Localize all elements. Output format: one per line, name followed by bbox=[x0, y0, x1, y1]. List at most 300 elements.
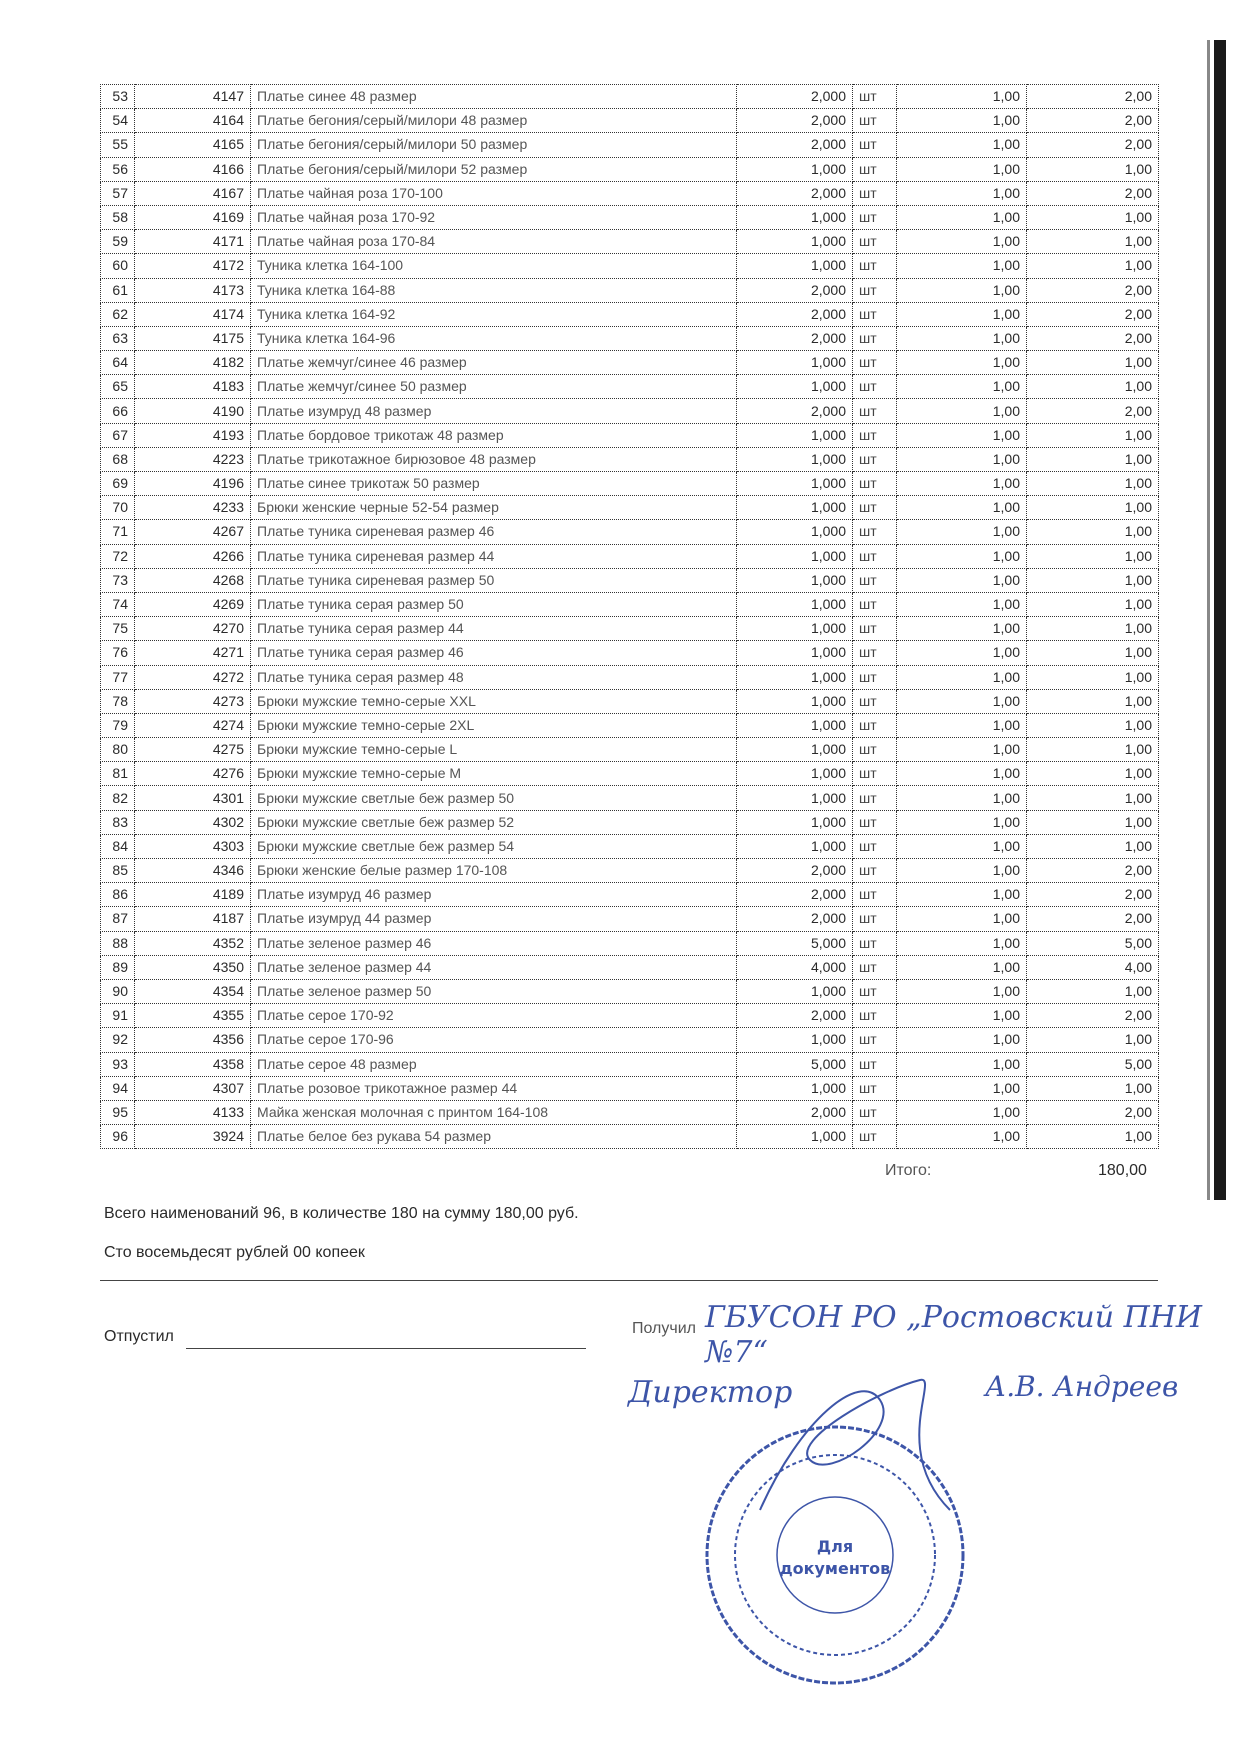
cell-code: 4190 bbox=[135, 399, 251, 423]
cell-unit: шт bbox=[853, 520, 897, 544]
cell-price: 1,00 bbox=[897, 1100, 1027, 1124]
cell-sum: 1,00 bbox=[1027, 1125, 1159, 1149]
cell-n: 79 bbox=[101, 713, 135, 737]
cell-code: 4175 bbox=[135, 326, 251, 350]
cell-unit: шт bbox=[853, 955, 897, 979]
cell-name: Платье серое 170-92 bbox=[251, 1004, 737, 1028]
cell-n: 85 bbox=[101, 859, 135, 883]
cell-price: 1,00 bbox=[897, 230, 1027, 254]
cell-price: 1,00 bbox=[897, 520, 1027, 544]
cell-n: 76 bbox=[101, 641, 135, 665]
cell-code: 3924 bbox=[135, 1125, 251, 1149]
cell-price: 1,00 bbox=[897, 544, 1027, 568]
table-row bbox=[101, 472, 1159, 496]
cell-n: 67 bbox=[101, 423, 135, 447]
cell-unit: шт bbox=[853, 641, 897, 665]
cell-name: Брюки мужские светлые беж размер 52 bbox=[251, 810, 737, 834]
cell-unit: шт bbox=[853, 85, 897, 109]
cell-qty: 1,000 bbox=[737, 375, 853, 399]
received-handwritten-org: ГБУСОН РО „Ростовский ПНИ №7“ bbox=[705, 1300, 1203, 1370]
cell-name: Платье бегония/серый/милори 50 размер bbox=[251, 133, 737, 157]
cell-sum: 1,00 bbox=[1027, 423, 1159, 447]
table-row bbox=[101, 834, 1159, 858]
cell-qty: 4,000 bbox=[737, 955, 853, 979]
cell-qty: 2,000 bbox=[737, 883, 853, 907]
cell-sum: 1,00 bbox=[1027, 617, 1159, 641]
cell-price: 1,00 bbox=[897, 641, 1027, 665]
cell-price: 1,00 bbox=[897, 834, 1027, 858]
cell-sum: 1,00 bbox=[1027, 762, 1159, 786]
cell-sum: 2,00 bbox=[1027, 133, 1159, 157]
cell-n: 55 bbox=[101, 133, 135, 157]
cell-price: 1,00 bbox=[897, 326, 1027, 350]
cell-sum: 1,00 bbox=[1027, 520, 1159, 544]
cell-price: 1,00 bbox=[897, 399, 1027, 423]
cell-qty: 1,000 bbox=[737, 230, 853, 254]
cell-qty: 1,000 bbox=[737, 979, 853, 1003]
director-handwritten-name: А.В. Андреев bbox=[985, 1370, 1179, 1403]
cell-unit: шт bbox=[853, 883, 897, 907]
cell-price: 1,00 bbox=[897, 931, 1027, 955]
cell-n: 89 bbox=[101, 955, 135, 979]
cell-name: Брюки мужские темно-серые 2XL bbox=[251, 713, 737, 737]
cell-name: Платье зеленое размер 50 bbox=[251, 979, 737, 1003]
cell-n: 81 bbox=[101, 762, 135, 786]
total-value: 180,00 bbox=[1098, 1162, 1147, 1179]
cell-qty: 2,000 bbox=[737, 133, 853, 157]
cell-name: Туника клетка 164-88 bbox=[251, 278, 737, 302]
cell-price: 1,00 bbox=[897, 472, 1027, 496]
cell-name: Платье жемчуг/синее 50 размер bbox=[251, 375, 737, 399]
cell-sum: 1,00 bbox=[1027, 786, 1159, 810]
cell-n: 86 bbox=[101, 883, 135, 907]
cell-unit: шт bbox=[853, 1052, 897, 1076]
cell-qty: 5,000 bbox=[737, 1052, 853, 1076]
cell-price: 1,00 bbox=[897, 1076, 1027, 1100]
cell-sum: 1,00 bbox=[1027, 1076, 1159, 1100]
stamp-center-line-2: документов bbox=[779, 1559, 891, 1578]
cell-name: Платье чайная роза 170-84 bbox=[251, 230, 737, 254]
cell-name: Платье туника серая размер 46 bbox=[251, 641, 737, 665]
released-signature-line bbox=[186, 1348, 586, 1349]
cell-code: 4355 bbox=[135, 1004, 251, 1028]
cell-code: 4223 bbox=[135, 447, 251, 471]
cell-n: 84 bbox=[101, 834, 135, 858]
scan-edge-line bbox=[1207, 40, 1210, 1200]
cell-qty: 1,000 bbox=[737, 786, 853, 810]
cell-sum: 1,00 bbox=[1027, 205, 1159, 229]
table-row bbox=[101, 665, 1159, 689]
cell-qty: 1,000 bbox=[737, 592, 853, 616]
table-row bbox=[101, 859, 1159, 883]
cell-sum: 1,00 bbox=[1027, 544, 1159, 568]
cell-name: Брюки женские белые размер 170-108 bbox=[251, 859, 737, 883]
cell-price: 1,00 bbox=[897, 1125, 1027, 1149]
cell-n: 90 bbox=[101, 979, 135, 1003]
cell-code: 4196 bbox=[135, 472, 251, 496]
cell-price: 1,00 bbox=[897, 1004, 1027, 1028]
cell-price: 1,00 bbox=[897, 205, 1027, 229]
cell-code: 4267 bbox=[135, 520, 251, 544]
table-row bbox=[101, 592, 1159, 616]
table-row bbox=[101, 447, 1159, 471]
cell-code: 4301 bbox=[135, 786, 251, 810]
cell-qty: 1,000 bbox=[737, 641, 853, 665]
cell-unit: шт bbox=[853, 205, 897, 229]
received-label: Получил bbox=[632, 1320, 696, 1337]
cell-unit: шт bbox=[853, 133, 897, 157]
table-row bbox=[101, 1076, 1159, 1100]
table-row bbox=[101, 979, 1159, 1003]
cell-name: Платье туника серая размер 44 bbox=[251, 617, 737, 641]
table-row bbox=[101, 1004, 1159, 1028]
cell-n: 61 bbox=[101, 278, 135, 302]
cell-price: 1,00 bbox=[897, 786, 1027, 810]
cell-unit: шт bbox=[853, 230, 897, 254]
cell-sum: 1,00 bbox=[1027, 472, 1159, 496]
cell-price: 1,00 bbox=[897, 568, 1027, 592]
cell-code: 4273 bbox=[135, 689, 251, 713]
table-row bbox=[101, 254, 1159, 278]
cell-qty: 2,000 bbox=[737, 278, 853, 302]
cell-sum: 1,00 bbox=[1027, 1028, 1159, 1052]
cell-qty: 1,000 bbox=[737, 568, 853, 592]
cell-n: 66 bbox=[101, 399, 135, 423]
cell-n: 72 bbox=[101, 544, 135, 568]
cell-n: 53 bbox=[101, 85, 135, 109]
cell-price: 1,00 bbox=[897, 351, 1027, 375]
cell-unit: шт bbox=[853, 786, 897, 810]
cell-n: 95 bbox=[101, 1100, 135, 1124]
cell-unit: шт bbox=[853, 1004, 897, 1028]
cell-qty: 2,000 bbox=[737, 907, 853, 931]
cell-unit: шт bbox=[853, 544, 897, 568]
table-row bbox=[101, 907, 1159, 931]
cell-name: Туника клетка 164-96 bbox=[251, 326, 737, 350]
cell-unit: шт bbox=[853, 834, 897, 858]
cell-name: Платье туника сиреневая размер 50 bbox=[251, 568, 737, 592]
cell-n: 58 bbox=[101, 205, 135, 229]
cell-code: 4272 bbox=[135, 665, 251, 689]
cell-price: 1,00 bbox=[897, 762, 1027, 786]
cell-sum: 1,00 bbox=[1027, 979, 1159, 1003]
cell-unit: шт bbox=[853, 738, 897, 762]
cell-price: 1,00 bbox=[897, 423, 1027, 447]
cell-name: Платье серое 48 размер bbox=[251, 1052, 737, 1076]
cell-sum: 2,00 bbox=[1027, 859, 1159, 883]
cell-unit: шт bbox=[853, 375, 897, 399]
cell-qty: 2,000 bbox=[737, 302, 853, 326]
cell-unit: шт bbox=[853, 254, 897, 278]
cell-qty: 1,000 bbox=[737, 472, 853, 496]
cell-n: 59 bbox=[101, 230, 135, 254]
cell-unit: шт bbox=[853, 181, 897, 205]
cell-price: 1,00 bbox=[897, 810, 1027, 834]
cell-sum: 2,00 bbox=[1027, 302, 1159, 326]
cell-qty: 1,000 bbox=[737, 1125, 853, 1149]
table-row bbox=[101, 1028, 1159, 1052]
cell-code: 4302 bbox=[135, 810, 251, 834]
cell-qty: 1,000 bbox=[737, 1028, 853, 1052]
total-label: Итого: bbox=[885, 1162, 932, 1179]
table-row bbox=[101, 955, 1159, 979]
cell-name: Платье чайная роза 170-100 bbox=[251, 181, 737, 205]
cell-code: 4271 bbox=[135, 641, 251, 665]
stamp-center-line-1: Для bbox=[816, 1537, 854, 1556]
cell-price: 1,00 bbox=[897, 278, 1027, 302]
table-row bbox=[101, 641, 1159, 665]
cell-unit: шт bbox=[853, 496, 897, 520]
cell-code: 4147 bbox=[135, 85, 251, 109]
cell-n: 56 bbox=[101, 157, 135, 181]
cell-sum: 1,00 bbox=[1027, 665, 1159, 689]
cell-qty: 2,000 bbox=[737, 326, 853, 350]
cell-sum: 2,00 bbox=[1027, 399, 1159, 423]
cell-sum: 1,00 bbox=[1027, 375, 1159, 399]
table-row bbox=[101, 302, 1159, 326]
cell-qty: 1,000 bbox=[737, 738, 853, 762]
cell-qty: 1,000 bbox=[737, 762, 853, 786]
released-label: Отпустил bbox=[104, 1328, 174, 1345]
cell-sum: 2,00 bbox=[1027, 181, 1159, 205]
cell-qty: 1,000 bbox=[737, 351, 853, 375]
cell-sum: 1,00 bbox=[1027, 592, 1159, 616]
cell-unit: шт bbox=[853, 399, 897, 423]
cell-n: 88 bbox=[101, 931, 135, 955]
cell-name: Платье бегония/серый/милори 48 размер bbox=[251, 109, 737, 133]
cell-unit: шт bbox=[853, 278, 897, 302]
cell-sum: 1,00 bbox=[1027, 713, 1159, 737]
cell-sum: 1,00 bbox=[1027, 641, 1159, 665]
cell-name: Платье туника сиреневая размер 46 bbox=[251, 520, 737, 544]
cell-name: Платье синее трикотаж 50 размер bbox=[251, 472, 737, 496]
cell-code: 4172 bbox=[135, 254, 251, 278]
cell-price: 1,00 bbox=[897, 496, 1027, 520]
cell-code: 4307 bbox=[135, 1076, 251, 1100]
cell-qty: 1,000 bbox=[737, 157, 853, 181]
cell-price: 1,00 bbox=[897, 738, 1027, 762]
table-row bbox=[101, 1052, 1159, 1076]
cell-unit: шт bbox=[853, 302, 897, 326]
cell-code: 4173 bbox=[135, 278, 251, 302]
cell-n: 64 bbox=[101, 351, 135, 375]
cell-price: 1,00 bbox=[897, 1028, 1027, 1052]
cell-sum: 2,00 bbox=[1027, 326, 1159, 350]
cell-code: 4270 bbox=[135, 617, 251, 641]
table-row bbox=[101, 1100, 1159, 1124]
cell-unit: шт bbox=[853, 810, 897, 834]
goods-table-body bbox=[101, 85, 1159, 1149]
cell-price: 1,00 bbox=[897, 302, 1027, 326]
cell-unit: шт bbox=[853, 859, 897, 883]
cell-unit: шт bbox=[853, 979, 897, 1003]
cell-unit: шт bbox=[853, 713, 897, 737]
cell-n: 93 bbox=[101, 1052, 135, 1076]
summary-count-line: Всего наименований 96, в количестве 180 на сумму 180,00 руб. bbox=[104, 1205, 579, 1222]
cell-qty: 1,000 bbox=[737, 810, 853, 834]
cell-name: Платье зеленое размер 44 bbox=[251, 955, 737, 979]
cell-sum: 2,00 bbox=[1027, 109, 1159, 133]
table-row bbox=[101, 85, 1159, 109]
cell-qty: 1,000 bbox=[737, 205, 853, 229]
cell-code: 4269 bbox=[135, 592, 251, 616]
cell-n: 78 bbox=[101, 689, 135, 713]
cell-name: Платье бордовое трикотаж 48 размер bbox=[251, 423, 737, 447]
cell-qty: 2,000 bbox=[737, 859, 853, 883]
cell-n: 57 bbox=[101, 181, 135, 205]
cell-name: Платье изумруд 46 размер bbox=[251, 883, 737, 907]
table-row bbox=[101, 810, 1159, 834]
cell-name: Брюки мужские светлые беж размер 54 bbox=[251, 834, 737, 858]
table-row bbox=[101, 520, 1159, 544]
cell-name: Брюки мужские темно-серые XXL bbox=[251, 689, 737, 713]
table-row bbox=[101, 109, 1159, 133]
cell-code: 4165 bbox=[135, 133, 251, 157]
cell-price: 1,00 bbox=[897, 109, 1027, 133]
cell-code: 4350 bbox=[135, 955, 251, 979]
director-handwritten-title: Директор bbox=[628, 1375, 793, 1410]
cell-n: 87 bbox=[101, 907, 135, 931]
cell-unit: шт bbox=[853, 109, 897, 133]
cell-n: 96 bbox=[101, 1125, 135, 1149]
cell-qty: 1,000 bbox=[737, 1076, 853, 1100]
cell-price: 1,00 bbox=[897, 955, 1027, 979]
cell-code: 4274 bbox=[135, 713, 251, 737]
cell-unit: шт bbox=[853, 665, 897, 689]
cell-price: 1,00 bbox=[897, 375, 1027, 399]
cell-sum: 1,00 bbox=[1027, 689, 1159, 713]
cell-name: Платье изумруд 48 размер bbox=[251, 399, 737, 423]
cell-sum: 2,00 bbox=[1027, 85, 1159, 109]
cell-code: 4275 bbox=[135, 738, 251, 762]
cell-name: Брюки мужские темно-серые M bbox=[251, 762, 737, 786]
cell-n: 83 bbox=[101, 810, 135, 834]
cell-code: 4358 bbox=[135, 1052, 251, 1076]
cell-code: 4276 bbox=[135, 762, 251, 786]
cell-code: 4193 bbox=[135, 423, 251, 447]
summary-words-line: Сто восемьдесят рублей 00 копеек bbox=[104, 1244, 365, 1261]
cell-code: 4352 bbox=[135, 931, 251, 955]
cell-unit: шт bbox=[853, 931, 897, 955]
cell-code: 4356 bbox=[135, 1028, 251, 1052]
cell-qty: 2,000 bbox=[737, 1100, 853, 1124]
cell-qty: 1,000 bbox=[737, 544, 853, 568]
cell-name: Платье синее 48 размер bbox=[251, 85, 737, 109]
cell-unit: шт bbox=[853, 447, 897, 471]
cell-qty: 1,000 bbox=[737, 423, 853, 447]
summary-divider bbox=[100, 1280, 1158, 1281]
cell-n: 80 bbox=[101, 738, 135, 762]
cell-n: 54 bbox=[101, 109, 135, 133]
cell-qty: 1,000 bbox=[737, 713, 853, 737]
cell-unit: шт bbox=[853, 472, 897, 496]
table-row bbox=[101, 133, 1159, 157]
cell-code: 4174 bbox=[135, 302, 251, 326]
cell-price: 1,00 bbox=[897, 713, 1027, 737]
cell-unit: шт bbox=[853, 1125, 897, 1149]
table-row bbox=[101, 181, 1159, 205]
cell-n: 69 bbox=[101, 472, 135, 496]
cell-name: Платье чайная роза 170-92 bbox=[251, 205, 737, 229]
cell-sum: 1,00 bbox=[1027, 810, 1159, 834]
cell-qty: 1,000 bbox=[737, 254, 853, 278]
cell-price: 1,00 bbox=[897, 979, 1027, 1003]
cell-price: 1,00 bbox=[897, 447, 1027, 471]
cell-name: Платье туника серая размер 50 bbox=[251, 592, 737, 616]
cell-sum: 2,00 bbox=[1027, 907, 1159, 931]
cell-name: Брюки женские черные 52-54 размер bbox=[251, 496, 737, 520]
cell-n: 91 bbox=[101, 1004, 135, 1028]
table-row bbox=[101, 786, 1159, 810]
table-row bbox=[101, 230, 1159, 254]
table-row bbox=[101, 689, 1159, 713]
cell-n: 73 bbox=[101, 568, 135, 592]
table-row bbox=[101, 568, 1159, 592]
cell-code: 4166 bbox=[135, 157, 251, 181]
table-row bbox=[101, 278, 1159, 302]
cell-n: 71 bbox=[101, 520, 135, 544]
cell-code: 4183 bbox=[135, 375, 251, 399]
cell-unit: шт bbox=[853, 568, 897, 592]
cell-price: 1,00 bbox=[897, 883, 1027, 907]
cell-code: 4268 bbox=[135, 568, 251, 592]
table-row bbox=[101, 738, 1159, 762]
cell-code: 4189 bbox=[135, 883, 251, 907]
cell-code: 4164 bbox=[135, 109, 251, 133]
table-row bbox=[101, 399, 1159, 423]
cell-code: 4346 bbox=[135, 859, 251, 883]
cell-unit: шт bbox=[853, 907, 897, 931]
cell-n: 82 bbox=[101, 786, 135, 810]
cell-unit: шт bbox=[853, 1100, 897, 1124]
cell-qty: 2,000 bbox=[737, 109, 853, 133]
cell-n: 75 bbox=[101, 617, 135, 641]
cell-price: 1,00 bbox=[897, 859, 1027, 883]
table-row bbox=[101, 157, 1159, 181]
cell-sum: 1,00 bbox=[1027, 568, 1159, 592]
cell-n: 60 bbox=[101, 254, 135, 278]
cell-price: 1,00 bbox=[897, 181, 1027, 205]
cell-name: Платье бегония/серый/милори 52 размер bbox=[251, 157, 737, 181]
cell-code: 4167 bbox=[135, 181, 251, 205]
cell-n: 94 bbox=[101, 1076, 135, 1100]
table-row bbox=[101, 496, 1159, 520]
cell-sum: 1,00 bbox=[1027, 157, 1159, 181]
cell-code: 4266 bbox=[135, 544, 251, 568]
cell-sum: 1,00 bbox=[1027, 351, 1159, 375]
cell-sum: 1,00 bbox=[1027, 496, 1159, 520]
cell-price: 1,00 bbox=[897, 133, 1027, 157]
cell-qty: 1,000 bbox=[737, 665, 853, 689]
cell-price: 1,00 bbox=[897, 907, 1027, 931]
cell-name: Платье трикотажное бирюзовое 48 размер bbox=[251, 447, 737, 471]
cell-name: Платье серое 170-96 bbox=[251, 1028, 737, 1052]
table-row bbox=[101, 617, 1159, 641]
cell-sum: 4,00 bbox=[1027, 955, 1159, 979]
cell-price: 1,00 bbox=[897, 254, 1027, 278]
cell-unit: шт bbox=[853, 326, 897, 350]
cell-qty: 1,000 bbox=[737, 617, 853, 641]
cell-n: 92 bbox=[101, 1028, 135, 1052]
table-row bbox=[101, 205, 1159, 229]
cell-qty: 1,000 bbox=[737, 520, 853, 544]
table-row bbox=[101, 326, 1159, 350]
table-row bbox=[101, 423, 1159, 447]
cell-code: 4303 bbox=[135, 834, 251, 858]
cell-unit: шт bbox=[853, 1076, 897, 1100]
table-row bbox=[101, 883, 1159, 907]
cell-sum: 1,00 bbox=[1027, 230, 1159, 254]
